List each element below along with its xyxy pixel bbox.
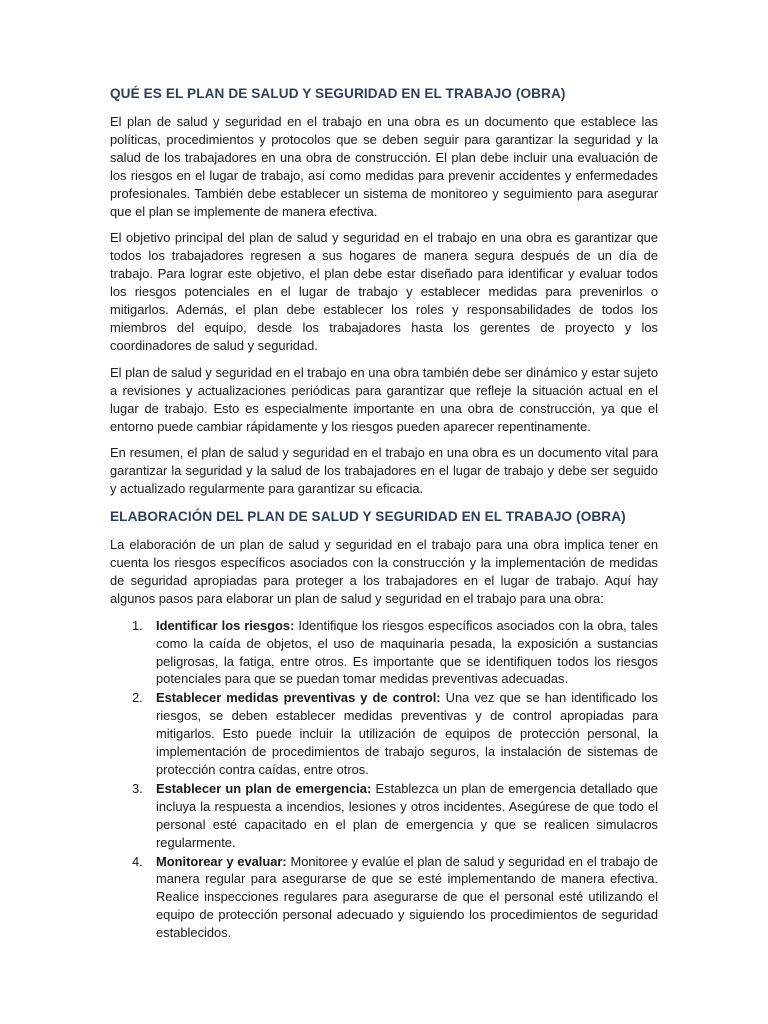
step-title: Identificar los riesgos: [156, 617, 295, 633]
paragraph-definition: El plan de salud y seguridad en el trabajo en una obra es un documento que establece las políticas, procedimientos y protocolos que se deben seguir para garantizar la seguridad y la salud de los trabajadores en una obra de construcción. El plan debe incluir una evaluación de los riesgos en el lugar de trabajo, así como medidas para prevenir accidentes y enfermedades profesionales. También debe establecer un sistema de monitoreo y seguimiento para asegurar que el plan se implemente de manera efectiva. [110, 114, 658, 219]
step-text: Identifique los riesgos específicos asociados con la obra, tales como la caída de objetos, el uso de maquinaria pesada, la exposición a sustancias peligrosas, la fatiga, entre otros. Es importante que se identifiquen todos los riesgos potenciales para que se puedan tomar medidas preventivas adecuadas. [156, 617, 658, 687]
paragraph-objective: El objetivo principal del plan de salud y seguridad en el trabajo en una obra es garantizar que todos los trabajadores regresen a sus hogares de manera segura después de un día de trabajo. Para lograr este objetivo, el plan debe estar diseñado para identificar y evaluar todos los riesgos potenciales en el lugar de trabajo y establecer medidas para prevenirlos o mitigarlos. Además, el plan debe establecer los roles y responsabilidades de todos los miembros del equipo, desde los trabajadores hasta los gerentes de proyecto y los coordinadores de salud y seguridad. [110, 230, 658, 353]
step-text: Establezca un plan de emergencia detallado que incluya la respuesta a incendios, lesiones y otros incidentes. Asegúrese de que todo el personal esté capacitado en el plan de emergencia y que se realicen simulacros regularmente. [156, 780, 658, 850]
list-item [110, 689, 658, 779]
document-page [110, 84, 658, 943]
section-heading-elaboracion: ELABORACIÓN DEL PLAN DE SALUD Y SEGURIDAD EN EL TRABAJO (OBRA) [110, 509, 626, 525]
list-item [110, 780, 658, 852]
steps-list [110, 617, 658, 942]
step-text: Una vez que se han identificado los riesgos, se deben establecer medidas preventivas y de control apropiadas para mitigarlos. Esto puede incluir la utilización de equipos de protección personal, la implementación de procedimientos de trabajo seguros, la instalación de sistemas de protección contra caídas, entre otros. [156, 690, 658, 777]
section-heading-que-es: QUÉ ES EL PLAN DE SALUD Y SEGURIDAD EN EL TRABAJO (OBRA) [110, 86, 566, 101]
step-title: Establecer medidas preventivas y de control: [156, 690, 441, 706]
step-number: 3. [132, 780, 143, 796]
step-number: 2. [132, 690, 143, 706]
step-number: 1. [132, 617, 143, 633]
paragraph-dynamic: El plan de salud y seguridad en el trabajo en una obra también debe ser dinámico y estar sujeto a revisiones y actualizaciones periódicas para garantizar que refleje la situación actual en el lugar de trabajo. Esto es especialmente importante en una obra de construcción, ya que el entorno puede cambiar rápidamente y los riesgos pueden aparecer repentinamente. [110, 364, 658, 434]
paragraph-summary: En resumen, el plan de salud y seguridad en el trabajo en una obra es un documento vital para garantizar la seguridad y la salud de los trabajadores en el lugar de trabajo y debe ser seguido y actualizado regularmente para garantizar su eficacia. [110, 445, 658, 497]
step-number: 4. [132, 853, 143, 869]
list-item [110, 853, 658, 943]
step-title: Establecer un plan de emergencia: [156, 780, 372, 796]
step-title: Monitorear y evaluar: [156, 853, 287, 869]
list-item [110, 617, 658, 689]
paragraph-elaboration-intro: La elaboración de un plan de salud y seguridad en el trabajo para una obra implica tener en cuenta los riesgos específicos asociados con la construcción y la implementación de medidas de seguridad apropiadas para proteger a los trabajadores en el lugar de trabajo. Aquí hay algunos pasos para elaborar un plan de salud y seguridad en el trabajo para una obra: [110, 537, 658, 606]
step-text: Monitoree y evalúe el plan de salud y seguridad en el trabajo de manera regular para asegurarse de que se esté implementando de manera efectiva. Realice inspecciones regulares para asegurarse de que el personal esté utilizando el equipo de protección personal adecuado y siguiendo los procedimientos de seguridad establecidos. [156, 853, 658, 941]
